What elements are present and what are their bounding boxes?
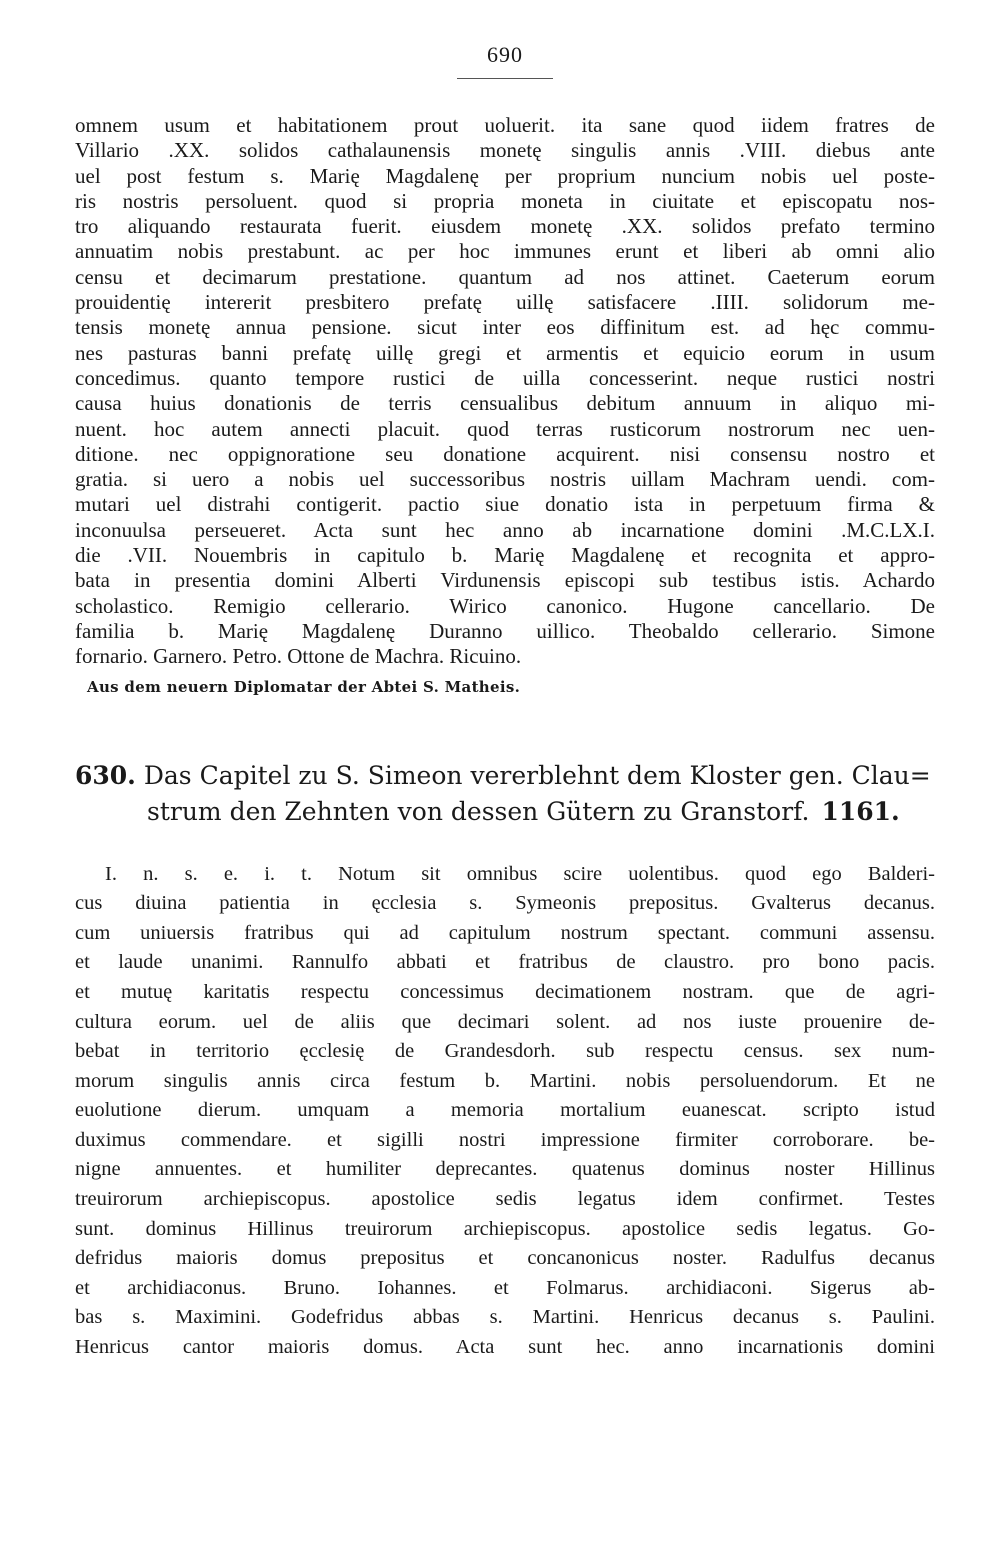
text-line: ris nostris persoluent. quod si propria moneta in ciuitate et episcopatu nos-: [75, 188, 935, 213]
text-line: inconuulsa perseueret. Acta sunt hec anno ab incarnatione domini .M.C.LX.I.: [75, 517, 935, 542]
text-line: defridus maioris domus prepositus et concanonicus noster. Radulfus decanus: [75, 1247, 935, 1270]
charter-text-continued: [75, 113, 935, 670]
text-line: annuatim nobis prestabunt. ac per hoc immunes erunt et liberi ab omni alio: [75, 239, 935, 264]
text-line: nigne annuentes. et humiliter deprecantes. quatenus dominus noster Hillinus: [75, 1158, 935, 1181]
text-line: prouidentię intererit presbitero prefatę uillę satisfacere .IIII. solidorum me-: [75, 290, 935, 315]
document-heading: [75, 758, 935, 830]
heading-line-1: [75, 758, 935, 794]
header-rule: [457, 78, 553, 79]
page-number: 690: [487, 42, 523, 67]
text-line: et laude unanimi. Rannulfo abbati et fratribus de claustro. pro bono pacis.: [75, 951, 935, 974]
text-line: cultura eorum. uel de aliis que decimari solent. ad nos iuste prouenire de-: [75, 1010, 935, 1033]
text-line: gratia. si uero a nobis uel successoribus nostris uillam Machram uendi. com-: [75, 467, 935, 492]
text-line: die .VII. Nouembris in capitulo b. Marię Magdalenę et recognita et appro-: [75, 543, 935, 568]
text-line: tro aliquando restaurata fuerit. eiusdem monetę .XX. solidos prefato termino: [75, 214, 935, 239]
text-line: sunt. dominus Hillinus treuirorum archiepiscopus. apostolice sedis legatus. Go-: [75, 1217, 935, 1240]
text-line: et mutuę karitatis respectu concessimus decimationem nostram. que de agri-: [75, 980, 935, 1003]
source-note: Aus dem neuern Diplomatar der Abtei S. Matheis.: [87, 677, 521, 696]
text-line: mutari uel distrahi contigerit. pactio siue donatio ista in perpetuum firma &: [75, 492, 935, 517]
text-line: cum uniuersis fratribus qui ad capitulum nostrum spectant. communi assensu.: [75, 921, 935, 944]
document-number: 630.: [75, 760, 136, 790]
text-line: bas s. Maximini. Godefridus abbas s. Martini. Henricus decanus s. Paulini.: [75, 1306, 935, 1329]
text-line: I. n. s. e. i. t. Notum sit omnibus scire uolentibus. quod ego Balderi-: [105, 862, 935, 885]
text-line: duximus commendare. et sigilli nostri impressione firmiter corroborare. be-: [75, 1128, 935, 1151]
charter-text: [75, 860, 935, 1363]
text-line: bebat in territorio ęcclesię de Grandesdorh. sub respectu census. sex num-: [75, 1040, 935, 1063]
text-line: familia b. Marię Magdalenę Duranno uillico. Theobaldo cellerario. Simone: [75, 618, 935, 643]
heading-title-part-1: Das Capitel zu S. Simeon vererblehnt dem Kloster gen. Clau=: [143, 760, 931, 790]
text-line: uel post festum s. Marię Magdalenę per proprium nuncium nobis uel poste-: [75, 163, 935, 188]
document-year: 1161.: [821, 796, 900, 826]
text-line: ditione. nec oppignoratione seu donatione acquirent. nisi consensu nostro et: [75, 441, 935, 466]
text-line: tensis monetę annua pensione. sicut inter eos diffinitum est. ad hęc commu-: [75, 315, 935, 340]
text-line: concedimus. quanto tempore rustici de uilla concesserint. neque rustici nostri: [75, 365, 935, 390]
text-line: et archidiaconus. Bruno. Iohannes. et Folmarus. archidiaconi. Sigerus ab-: [75, 1276, 935, 1299]
text-line: scholastico. Remigio cellerario. Wirico canonico. Hugone cancellario. De: [75, 593, 935, 618]
heading-line-2: [75, 794, 935, 830]
text-line: fornario. Garnero. Petro. Ottone de Machra. Ricuino.: [75, 644, 522, 669]
text-line: euolutione dierum. umquam a memoria mortalium euanescat. scripto istud: [75, 1099, 935, 1122]
heading-title-part-2: strum den Zehnten von dessen Gütern zu Granstorf.: [147, 796, 810, 826]
text-line: morum singulis annis circa festum b. Martini. nobis persoluendorum. Et ne: [75, 1069, 935, 1092]
text-line: cus diuina patientia in ęcclesia s. Symeonis prepositus. Gvalterus decanus.: [75, 892, 935, 915]
text-line: nuent. hoc autem annecti placuit. quod terras rusticorum nostrorum nec uen-: [75, 416, 935, 441]
text-line: bata in presentia domini Alberti Virdunensis episcopi sub testibus istis. Achardo: [75, 568, 935, 593]
text-line: causa huius donationis de terris censualibus debitum annuum in aliquo mi-: [75, 391, 935, 416]
text-line: Villario .XX. solidos cathalaunensis monetę singulis annis .VIII. diebus ante: [75, 138, 935, 163]
text-line: omnem usum et habitationem prout uoluerit. ita sane quod iidem fratres de: [75, 113, 935, 137]
text-line: censu et decimarum prestatione. quantum ad nos attinet. Caeterum eorum: [75, 264, 935, 289]
text-line: nes pasturas banni prefatę uillę gregi et armentis et equicio eorum in usum: [75, 340, 935, 365]
text-line: Henricus cantor maioris domus. Acta sunt hec. anno incarnationis domini: [75, 1336, 935, 1359]
text-line: treuirorum archiepiscopus. apostolice sedis legatus idem confirmet. Testes: [75, 1188, 935, 1211]
